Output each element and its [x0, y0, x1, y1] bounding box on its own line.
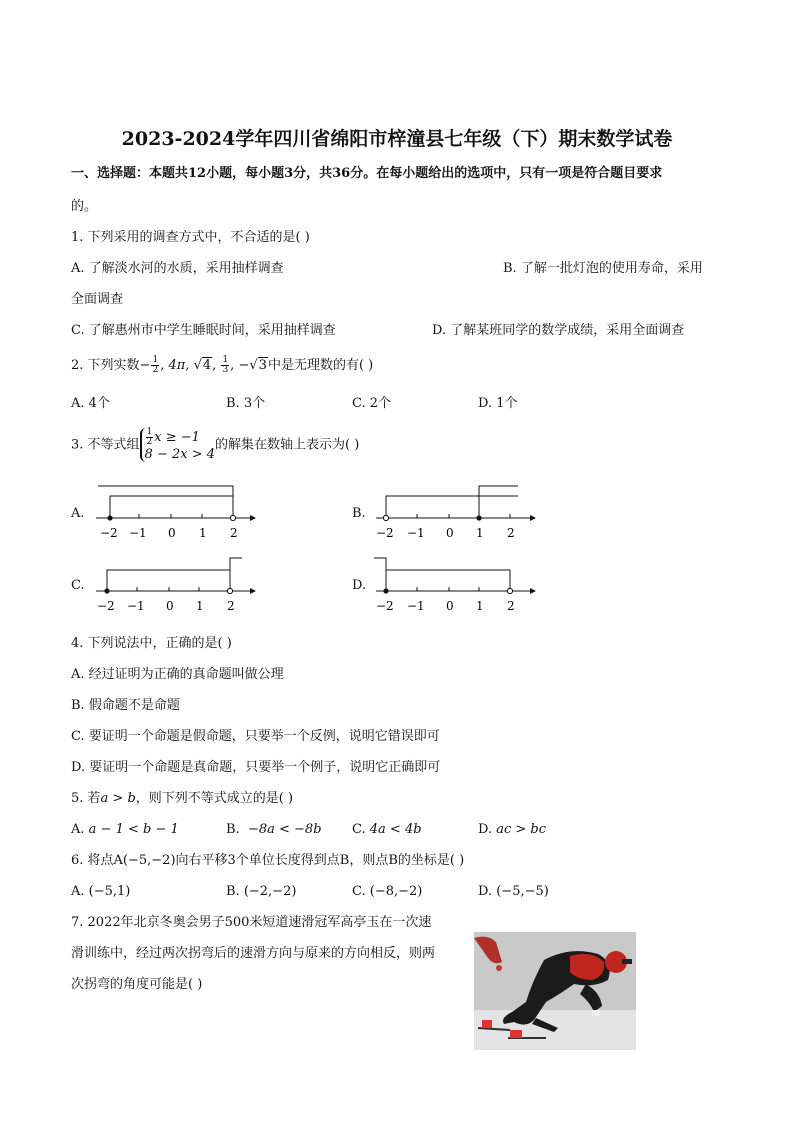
frac-num: 1: [146, 427, 153, 437]
closed-point: [476, 515, 481, 520]
q2-fraction-third: [221, 356, 229, 375]
q3-ineq1: [145, 428, 215, 447]
tick-label: −2: [100, 526, 118, 540]
q5-option-b: [226, 822, 322, 838]
q3-stem: [71, 428, 359, 462]
tick-label: 1: [476, 599, 484, 613]
radicand: 4: [202, 358, 212, 373]
label: B.: [226, 822, 240, 837]
tick-label: 0: [168, 526, 176, 540]
q1-option-d: D. 了解某班同学的数学成绩，采用全面调查: [432, 323, 685, 338]
tick-label: 1: [476, 526, 484, 540]
q1-stem: 1. 下列采用的调查方式中，不合适的是( ): [71, 230, 310, 245]
sep: ,: [230, 358, 235, 373]
tick-label: −1: [407, 526, 425, 540]
tick-label: 2: [507, 526, 515, 540]
q7-stem-line3: 次拐弯的角度可能是( ): [71, 977, 203, 992]
tick-label: −2: [376, 526, 394, 540]
open-point: [507, 588, 512, 593]
tick-label: 2: [507, 599, 515, 613]
frac-num: 1: [222, 355, 229, 365]
label: A.: [71, 822, 85, 837]
ticks: [110, 514, 233, 518]
expr: 4a < 4b: [369, 822, 422, 837]
open-point: [230, 515, 235, 520]
range-bar-1: [374, 558, 386, 588]
q3-fraction: [146, 428, 154, 447]
tick-label: 0: [446, 599, 454, 613]
range-bar-1: [386, 496, 518, 515]
q6-option-c: C. (−8,−2): [352, 884, 423, 899]
skater-illustration: [474, 932, 636, 1050]
sep: ,: [160, 358, 165, 373]
axis-arrow: [250, 588, 256, 594]
q1-option-b: B. 了解一批灯泡的使用寿命，采用: [503, 261, 703, 276]
tick-label: 1: [196, 599, 204, 613]
q2-option-d: D. 1个: [478, 396, 518, 411]
q3-suffix: 的解集在数轴上表示为( ): [215, 437, 360, 453]
q2-four-pi: 4π: [168, 358, 186, 373]
frac-num: 1: [152, 355, 159, 365]
ticks: [386, 587, 510, 591]
closed-point: [107, 515, 112, 520]
q5-option-c: [352, 822, 422, 838]
q5-pre: 5. 若: [71, 791, 101, 806]
q4-option-a: A. 经过证明为正确的真命题叫做公理: [71, 667, 284, 682]
tick-label: 2: [230, 526, 238, 540]
expr: ac > bc: [496, 822, 547, 837]
expr: −8a < −8b: [247, 822, 322, 837]
tick-label: −1: [129, 526, 147, 540]
q3-option-c-label: C.: [71, 578, 85, 593]
ticks: [386, 514, 510, 518]
frac-den: 2: [146, 437, 153, 447]
q3-option-c-numberline: [90, 554, 260, 614]
closed-point: [104, 588, 109, 593]
q4-option-c: C. 要证明一个命题是假命题，只要举一个反例，说明它错误即可: [71, 729, 440, 744]
q5-stem: [71, 791, 293, 807]
tick-label: −2: [97, 599, 115, 613]
q6-stem: 6. 将点A(−5,−2)向右平移3个单位长度得到点B，则点B的坐标是( ): [71, 853, 465, 868]
q2-option-a: A. 4个: [71, 396, 110, 411]
speed-skater-photo: [474, 932, 636, 1050]
range-bar-2: [386, 570, 510, 588]
q2-neg-sqrt3: −√3: [238, 358, 267, 373]
q1-option-b-cont: 全面调查: [71, 292, 124, 307]
sep: ,: [185, 358, 190, 373]
q3-inequality-system: [140, 428, 215, 462]
axis-arrow: [530, 515, 536, 521]
q3-ineq2: 8 − 2x > 4: [144, 447, 216, 462]
q5-condition: a > b: [100, 791, 136, 806]
frac-den: 2: [152, 365, 159, 375]
q7-stem-line1: 7. 2022年北京冬奥会男子500米短道速滑冠军高亭玉在一次速: [71, 915, 432, 930]
q7-stem-line2: 滑训练中，经过两次拐弯后的速滑方向与原来的方向相反，则两: [71, 946, 436, 961]
q2-fraction-half: [151, 356, 159, 375]
q5-post: ，则下列不等式成立的是( ): [135, 791, 294, 806]
q6-option-b: B. (−2,−2): [226, 884, 297, 899]
q5-option-a: [71, 822, 179, 838]
ineq1-text: x ≥ −1: [154, 430, 200, 445]
q3-option-d-label: D.: [352, 578, 367, 593]
tick-label: −1: [407, 599, 425, 613]
axis-arrow: [250, 515, 256, 521]
q6-option-a: A. (−5,1): [71, 884, 131, 899]
q1-option-c: C. 了解惠州市中学生睡眠时间，采用抽样调查: [71, 323, 336, 338]
q3-option-d-numberline: [370, 554, 540, 614]
expr: a − 1 < b − 1: [88, 822, 179, 837]
q2-option-b: B. 3个: [226, 396, 266, 411]
tick-label: −2: [376, 599, 394, 613]
q4-stem: 4. 下列说法中，正确的是( ): [71, 636, 232, 651]
q1-option-a: A. 了解淡水河的水质，采用抽样调查: [71, 261, 284, 276]
range-bar-2: [98, 486, 233, 515]
tick-label: 1: [199, 526, 207, 540]
q2-option-c: C. 2个: [352, 396, 392, 411]
tick-label: 2: [227, 599, 235, 613]
q4-option-d: D. 要证明一个命题是真命题，只要举一个例子，说明它正确即可: [71, 760, 441, 775]
q3-option-b-label: B.: [352, 506, 366, 521]
frac-den: 3: [222, 365, 229, 375]
closed-point: [383, 588, 388, 593]
range-bar-2: [479, 486, 518, 518]
section-heading-line1: 一、选择题：本题共12小题，每小题3分，共36分。在每小题给出的选项中，只有一项是符合题目要求: [71, 166, 663, 181]
open-point: [383, 515, 388, 520]
tick-label: 0: [166, 599, 174, 613]
q3-option-a-numberline: [90, 482, 260, 542]
tick-label: −1: [127, 599, 145, 613]
q2-sqrt4: √4: [193, 358, 212, 373]
label: D.: [478, 822, 493, 837]
page-title: 2023-2024学年四川省绵阳市梓潼县七年级（下）期末数学试卷: [121, 128, 673, 150]
q2-prefix: 2. 下列实数: [71, 358, 140, 373]
q5-option-d: [478, 822, 546, 838]
minus: −: [238, 358, 250, 373]
q6-option-d: D. (−5,−5): [478, 884, 549, 899]
q2-suffix: 中是无理数的有( ): [267, 358, 374, 373]
range-bar-2: [230, 558, 242, 588]
q3-option-b-numberline: [370, 482, 540, 542]
label: C.: [352, 822, 366, 837]
section-heading-line2: 的。: [71, 199, 98, 214]
radicand: 3: [258, 358, 267, 373]
q3-prefix: 3. 不等式组: [71, 437, 140, 453]
q2-stem: [71, 356, 373, 380]
ticks: [107, 587, 230, 591]
q4-option-b: B. 假命题不是命题: [71, 698, 180, 713]
open-point: [227, 588, 232, 593]
axis-arrow: [530, 588, 536, 594]
q3-option-a-label: A.: [71, 506, 85, 521]
q2-minus: −: [139, 358, 151, 373]
tick-label: 0: [446, 526, 454, 540]
sep: ,: [212, 358, 217, 373]
